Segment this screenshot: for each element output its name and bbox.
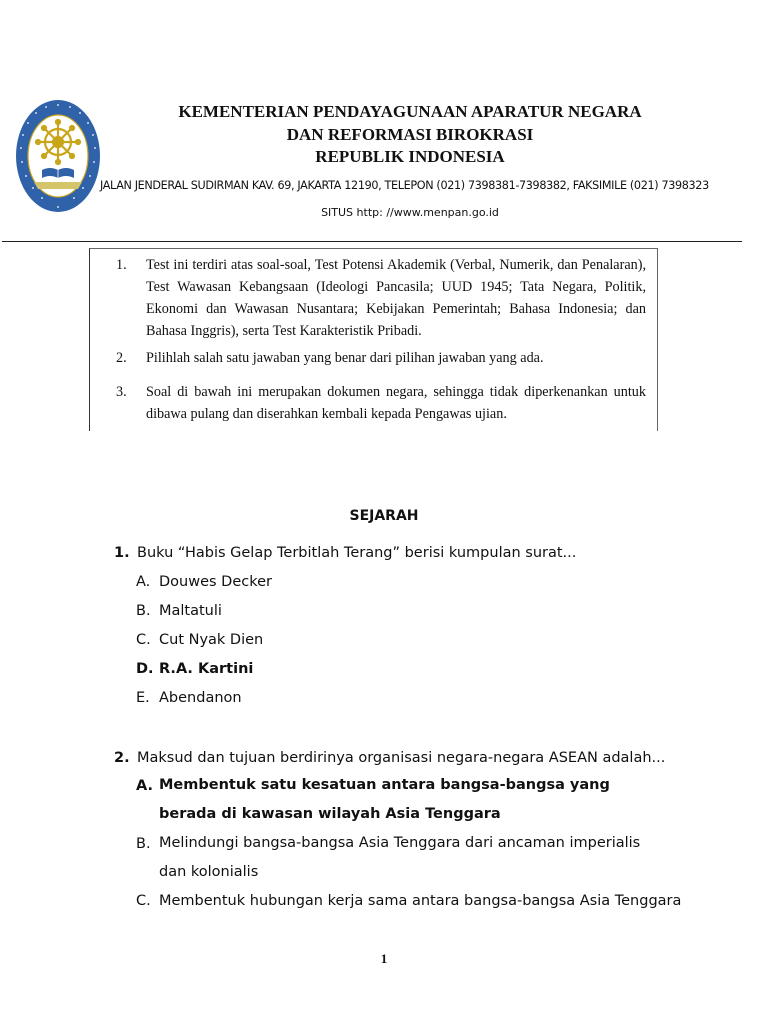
answer-option-correct: Membentuk satu kesatuan antara bangsa-bangsa yang berada di kawasan wilayah Asia Tenggara xyxy=(159,777,610,822)
answer-option: Membentuk hubungan kerja sama antara bangsa-bangsa Asia Tenggara xyxy=(159,893,682,909)
question-number: 2. xyxy=(114,750,130,766)
option-letter: C. xyxy=(136,893,151,909)
answer-option: Abendanon xyxy=(159,690,242,706)
ministry-title-line-2: DAN REFORMASI BIROKRASI xyxy=(286,125,534,144)
instruction-number: 3. xyxy=(116,384,127,400)
ministry-website: SITUS http: //www.menpan.go.id xyxy=(321,206,499,219)
option-letter: D. xyxy=(136,661,154,677)
instruction-number: 2. xyxy=(116,350,127,366)
instruction-item xyxy=(116,254,646,342)
answer-option: Cut Nyak Dien xyxy=(159,632,264,648)
option-letter: B. xyxy=(136,603,151,619)
answer-option: Maltatuli xyxy=(159,603,222,619)
option-letter: A. xyxy=(136,778,153,794)
ministry-title-line-3: REPUBLIK INDONESIA xyxy=(315,147,505,166)
answer-option-correct: R.A. Kartini xyxy=(159,661,254,677)
answer-option: Douwes Decker xyxy=(159,574,272,590)
instruction-item xyxy=(116,347,646,369)
option-letter: E. xyxy=(136,690,150,706)
ministry-title-line-1: KEMENTERIAN PENDAYAGUNAAN APARATUR NEGARA xyxy=(178,102,642,121)
instruction-text: Soal di bawah ini merupakan dokumen negara, sehingga tidak diperkenankan untuk dibawa pulang dan diserahkan kembali kepada Pengawas ujian. xyxy=(146,384,646,422)
section-title: SEJARAH xyxy=(349,508,419,524)
instruction-number: 1. xyxy=(116,257,127,273)
option-letter: A. xyxy=(136,574,151,590)
page-number: 1 xyxy=(380,951,388,966)
instruction-item xyxy=(116,381,646,425)
letterhead-divider xyxy=(2,241,742,242)
option-letter: B. xyxy=(136,836,151,852)
question-text: Maksud dan tujuan berdirinya organisasi negara-negara ASEAN adalah... xyxy=(137,750,666,766)
instruction-text: Pilihlah salah satu jawaban yang benar dari pilihan jawaban yang ada. xyxy=(146,350,544,366)
question-text: Buku “Habis Gelap Terbitlah Terang” berisi kumpulan surat... xyxy=(137,545,577,561)
question-number: 1. xyxy=(114,545,130,561)
answer-option: Melindungi bangsa-bangsa Asia Tenggara dari ancaman imperialis dan kolonialis xyxy=(159,835,641,880)
instruction-text: Test ini terdiri atas soal-soal, Test Potensi Akademik (Verbal, Numerik, dan Penalaran), Test Wawasan Kebangsaan (Ideologi Pancasila; UUD 1945; Tata Negara, Politik, Ekonomi dan Wawasan Nusantara; Kebijakan Pemerintah; Bahasa Indonesia; dan Bahasa Inggris), serta Test Karakteristik Pribadi. xyxy=(146,257,646,339)
ministry-address: JALAN JENDERAL SUDIRMAN KAV. 69, JAKARTA 12190, TELEPON (021) 7398381-7398382, FAKSIMILE (021) 7398323 xyxy=(100,179,709,192)
ministry-seal-logo xyxy=(14,98,102,216)
option-letter: C. xyxy=(136,632,151,648)
